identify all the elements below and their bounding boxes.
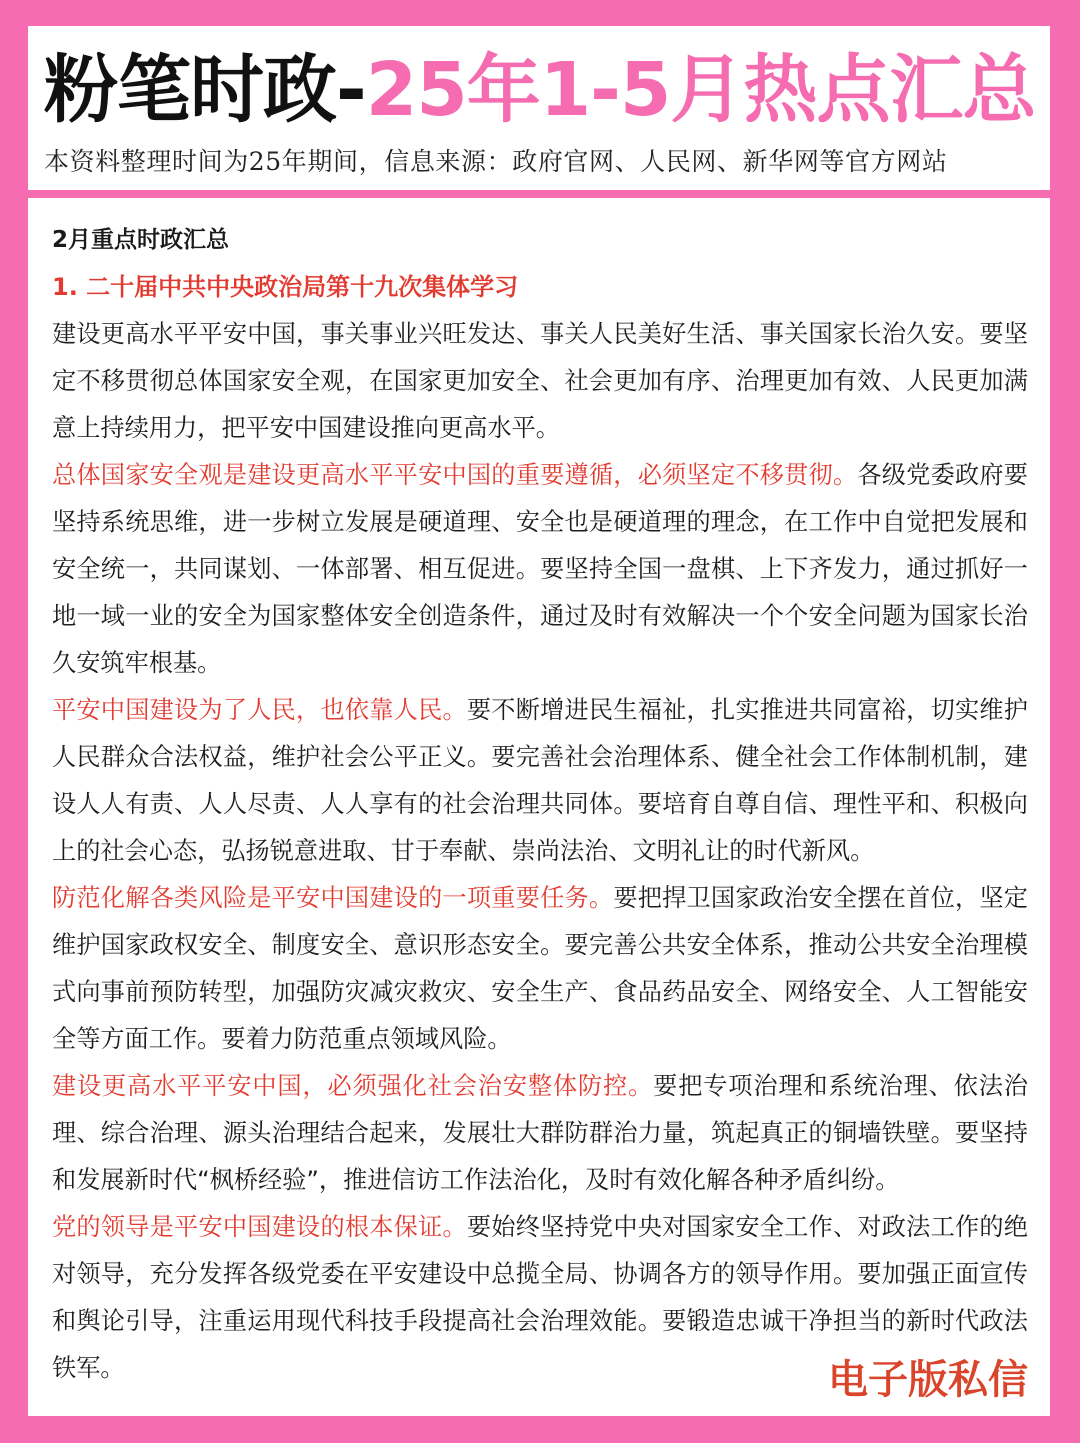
electronic-version-note: 电子版私信 (828, 1357, 1028, 1403)
page-title (44, 40, 1035, 140)
paragraph-risk-prevention (52, 875, 1028, 1063)
paragraph-highlight: 总体国家安全观是建设更高水平平安中国的重要遵循，必须坚定不移贯彻。 (52, 461, 858, 489)
source-subtitle: 本资料整理时间为25年期间，信息来源：政府官网、人民网、新华网等官方网站 (44, 147, 948, 176)
paragraph-for-people (52, 687, 1028, 875)
paragraph-public-order (52, 1063, 1028, 1204)
content-card (28, 198, 1050, 1416)
paragraph-security-concept (52, 452, 1028, 687)
item-title: 1. 二十届中共中央政治局第十九次集体学习 (52, 273, 519, 301)
paragraph-text: 要始终坚持党中央对国家安全工作、对政法工作的绝对领导，充分发挥各级党委在平安建设中总揽全局、协调各方的领导作用。要加强正面宣传和舆论引导，注重运用现代科技手段提高社会治理效能。要锻造忠诚干净担当的新时代政法铁军。 (52, 1213, 1028, 1382)
section-title: 2月重点时政汇总 (52, 227, 230, 253)
paragraph-highlight: 建设更高水平平安中国，必须强化社会治安整体防控。 (52, 1072, 654, 1100)
paragraph-text: 要不断增进民生福祉，扎实推进共同富裕，切实维护人民群众合法权益，维护社会公平正义。要完善社会治理体系、健全社会工作体制机制，建设人人有责、人人尽责、人人享有的社会治理共同体。要培育自尊自信、理性平和、积极向上的社会心态，弘扬锐意进取、甘于奉献、崇尚法治、文明礼让的时代新风。 (52, 696, 1028, 865)
header-card (28, 26, 1050, 190)
title-highlight: 25年1-5月热点汇总 (365, 47, 1036, 133)
paragraph-highlight: 平安中国建设为了人民，也依靠人民。 (52, 696, 467, 724)
paragraph-text: 各级党委政府要坚持系统思维，进一步树立发展是硬道理、安全也是硬道理的理念，在工作中自觉把发展和安全统一，共同谋划、一体部署、相互促进。要坚持全国一盘棋、上下齐发力，通过抓好一地一域一业的安全为国家整体安全创造条件，通过及时有效解决一个个安全问题为国家长治久安筑牢根基。 (52, 461, 1028, 677)
article-body (52, 216, 1028, 1392)
paragraph-text: 要把专项治理和系统治理、依法治理、综合治理、源头治理结合起来，发展壮大群防群治力量，筑起真正的铜墙铁壁。要坚持和发展新时代“枫桥经验”，推进信访工作法治化，及时有效化解各种矛盾纠纷。 (52, 1072, 1028, 1194)
intro-paragraph: 建设更高水平平安中国，事关事业兴旺发达、事关人民美好生活、事关国家长治久安。要坚定不移贯彻总体国家安全观，在国家更加安全、社会更加有序、治理更加有效、人民更加满意上持续用力，把平安中国建设推向更高水平。 (52, 320, 1028, 442)
paragraph-text: 要把捍卫国家政治安全摆在首位，坚定维护国家政权安全、制度安全、意识形态安全。要完善公共安全体系，推动公共安全治理模式向事前预防转型，加强防灾减灾救灾、安全生产、食品药品安全、网络安全、人工智能安全等方面工作。要着力防范重点领域风险。 (52, 884, 1028, 1053)
paragraph-highlight: 防范化解各类风险是平安中国建设的一项重要任务。 (52, 884, 614, 912)
paragraph-highlight: 党的领导是平安中国建设的根本保证。 (52, 1213, 467, 1241)
title-prefix: 粉笔时政- (44, 47, 366, 133)
